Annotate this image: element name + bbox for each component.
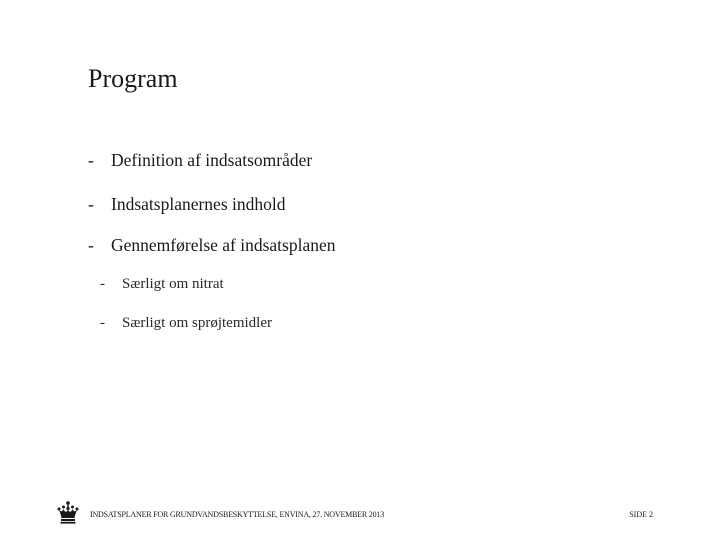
- sub-bullet-item: [100, 276, 224, 293]
- crown-icon: [56, 500, 80, 526]
- bullet-text: Gennemførelse af indsatsplanen: [111, 235, 336, 255]
- bullet-item: [88, 150, 312, 171]
- bullet-text: Indsatsplanernes indhold: [111, 194, 286, 214]
- bullet-text: Særligt om sprøjtemidler: [122, 315, 272, 331]
- bullet-dash: -: [100, 315, 105, 331]
- bullet-dash: -: [88, 194, 94, 214]
- sub-bullet-item: [100, 315, 272, 332]
- bullet-item: [88, 194, 285, 215]
- bullet-dash: -: [88, 235, 94, 255]
- footer-text: INDSATSPLANER FOR GRUNDVANDSBESKYTTELSE, ENVINA, 27. NOVEMBER 2013: [90, 510, 385, 519]
- bullet-dash: -: [100, 276, 105, 292]
- bullet-dash: -: [88, 150, 94, 170]
- bullet-text: Definition af indsatsområder: [111, 150, 313, 170]
- bullet-text: Særligt om nitrat: [122, 276, 224, 292]
- page-number: SIDE 2: [629, 510, 653, 519]
- bullet-item: [88, 235, 336, 256]
- slide-title: Program: [88, 64, 178, 93]
